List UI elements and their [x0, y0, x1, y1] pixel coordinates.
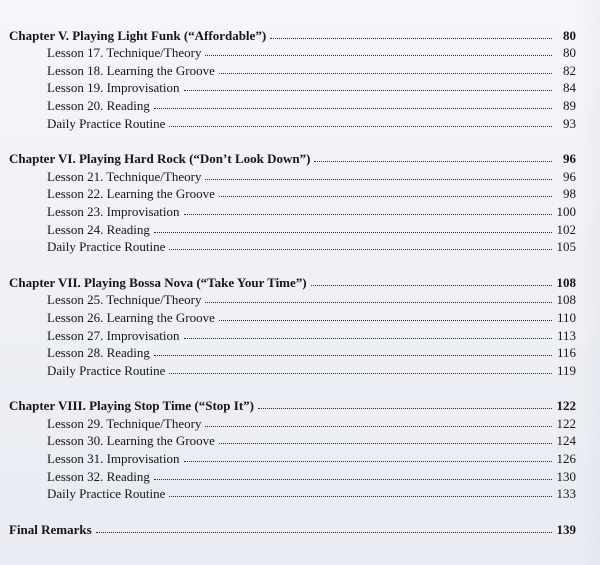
toc-entry[interactable]	[0, 166, 600, 184]
page-number: 116	[556, 345, 576, 361]
entry-title: Daily Practice Routine	[47, 486, 166, 502]
page-number: 84	[563, 80, 576, 96]
page-number: 93	[563, 115, 576, 131]
dot-leader	[258, 408, 552, 409]
dot-leader	[219, 443, 552, 444]
chapter-section	[0, 272, 600, 378]
entry-title: Lesson 19. Improvisation	[47, 80, 180, 96]
chapter-heading[interactable]	[0, 25, 600, 43]
toc-entry[interactable]	[0, 484, 600, 502]
page-number: 108	[556, 274, 576, 290]
entry-title: Lesson 27. Improvisation	[47, 327, 180, 343]
toc-entry[interactable]	[0, 95, 600, 113]
page-number: 89	[563, 97, 576, 113]
toc-entry[interactable]	[0, 466, 600, 484]
entry-title: Lesson 29. Technique/Theory	[47, 415, 202, 431]
page-number: 98	[563, 186, 576, 202]
dot-leader	[169, 249, 552, 250]
toc-entry[interactable]	[0, 60, 600, 78]
dot-leader	[169, 373, 552, 374]
dot-leader	[270, 38, 552, 39]
toc-entry[interactable]	[0, 184, 600, 202]
chapter-section	[0, 149, 600, 255]
entry-title: Lesson 17. Technique/Theory	[47, 45, 202, 61]
page-number: 82	[563, 62, 576, 78]
dot-leader	[96, 532, 552, 533]
dot-leader	[219, 320, 552, 321]
dot-leader	[219, 73, 552, 74]
page-number: 110	[556, 309, 576, 325]
entry-title: Lesson 32. Reading	[47, 468, 150, 484]
entry-title: Lesson 28. Reading	[47, 345, 150, 361]
page-number: 119	[556, 362, 576, 378]
entry-title: Daily Practice Routine	[47, 362, 166, 378]
toc-entry[interactable]	[0, 448, 600, 466]
chapter-title: Chapter VI. Playing Hard Rock (“Don’t Look Down”)	[9, 151, 311, 167]
entry-title: Lesson 21. Technique/Theory	[47, 168, 202, 184]
toc-entry[interactable]	[0, 343, 600, 361]
page-number: 133	[556, 486, 576, 502]
entry-title: Daily Practice Routine	[47, 239, 166, 255]
entry-title: Lesson 22. Learning the Groove	[47, 186, 215, 202]
page-number: 105	[556, 239, 576, 255]
entry-title: Lesson 23. Improvisation	[47, 203, 180, 219]
chapter-title: Chapter VIII. Playing Stop Time (“Stop It”)	[9, 398, 254, 414]
dot-leader	[184, 338, 552, 339]
dot-leader	[169, 496, 552, 497]
dot-leader	[184, 90, 552, 91]
chapter-heading[interactable]	[0, 396, 600, 414]
final-remarks-heading[interactable]	[0, 519, 600, 537]
table-of-contents	[0, 25, 600, 537]
page-number: 80	[563, 45, 576, 61]
page-number: 139	[556, 521, 576, 537]
entry-title: Lesson 24. Reading	[47, 221, 150, 237]
chapter-title: Chapter VII. Playing Bossa Nova (“Take Your Time”)	[9, 274, 307, 290]
dot-leader	[154, 108, 552, 109]
dot-leader	[184, 214, 552, 215]
entry-title: Lesson 30. Learning the Groove	[47, 433, 215, 449]
page-number: 100	[556, 203, 576, 219]
toc-entry[interactable]	[0, 413, 600, 431]
dot-leader	[205, 426, 552, 427]
page-number: 122	[556, 415, 576, 431]
page-number: 108	[556, 292, 576, 308]
chapter-heading[interactable]	[0, 272, 600, 290]
dot-leader	[314, 161, 552, 162]
chapter-heading[interactable]	[0, 149, 600, 167]
page-number: 96	[563, 168, 576, 184]
final-remarks-section	[0, 519, 600, 537]
page-number: 113	[556, 327, 576, 343]
toc-entry[interactable]	[0, 307, 600, 325]
page-number: 96	[563, 151, 576, 167]
page-number: 124	[556, 433, 576, 449]
entry-title: Lesson 20. Reading	[47, 97, 150, 113]
entry-title: Lesson 18. Learning the Groove	[47, 62, 215, 78]
dot-leader	[205, 179, 552, 180]
page-number: 126	[556, 451, 576, 467]
toc-entry[interactable]	[0, 219, 600, 237]
toc-entry[interactable]	[0, 360, 600, 378]
toc-entry[interactable]	[0, 201, 600, 219]
entry-title: Lesson 25. Technique/Theory	[47, 292, 202, 308]
dot-leader	[205, 55, 552, 56]
dot-leader	[154, 479, 552, 480]
toc-entry[interactable]	[0, 290, 600, 308]
dot-leader	[219, 196, 552, 197]
page-number: 80	[563, 27, 576, 43]
entry-title: Lesson 31. Improvisation	[47, 451, 180, 467]
page-number: 102	[556, 221, 576, 237]
page-number: 130	[556, 468, 576, 484]
toc-entry[interactable]	[0, 78, 600, 96]
entry-title: Daily Practice Routine	[47, 115, 166, 131]
dot-leader	[154, 232, 552, 233]
toc-entry[interactable]	[0, 43, 600, 61]
toc-entry[interactable]	[0, 113, 600, 131]
dot-leader	[154, 355, 552, 356]
entry-title: Lesson 26. Learning the Groove	[47, 309, 215, 325]
chapter-title: Chapter V. Playing Light Funk (“Affordable”)	[9, 27, 267, 43]
final-remarks-title: Final Remarks	[9, 521, 92, 537]
dot-leader	[205, 302, 552, 303]
dot-leader	[184, 461, 552, 462]
dot-leader	[169, 126, 552, 127]
chapter-section	[0, 396, 600, 502]
toc-entry[interactable]	[0, 237, 600, 255]
dot-leader	[311, 285, 552, 286]
page-number: 122	[556, 398, 576, 414]
chapter-section	[0, 25, 600, 131]
toc-entry[interactable]	[0, 325, 600, 343]
toc-entry[interactable]	[0, 431, 600, 449]
